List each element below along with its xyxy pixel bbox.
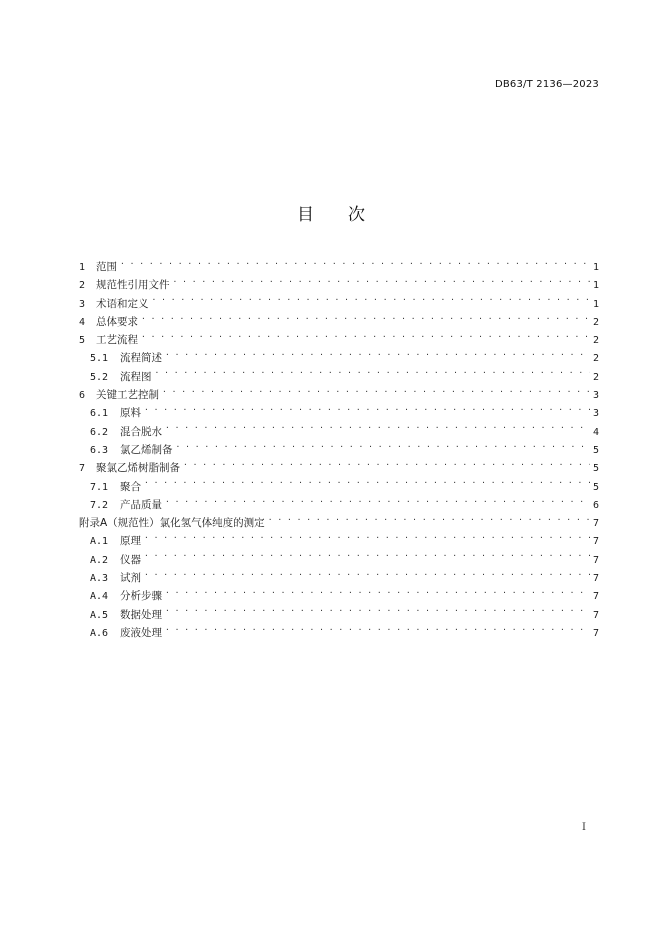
toc-entry-number: A.5 — [90, 609, 109, 621]
toc-entry-label: 数据处理 — [120, 608, 162, 621]
toc-dot-leader — [165, 425, 590, 435]
toc-dot-leader — [144, 480, 590, 490]
toc-entry-number: A.3 — [90, 573, 109, 585]
toc-entry-number: 7.2 — [90, 499, 109, 511]
toc-entry-label: 流程简述 — [120, 352, 162, 365]
toc-entry-page: 2 — [592, 335, 599, 347]
toc-dot-leader — [176, 443, 590, 453]
toc-entry-label: 产品质量 — [120, 498, 162, 511]
toc-entry-page: 5 — [592, 481, 599, 493]
toc-entry-number: 6.1 — [90, 408, 109, 420]
toc-dot-leader — [173, 278, 590, 288]
toc-entry-page: 2 — [592, 316, 599, 328]
toc-dot-leader — [165, 608, 590, 618]
toc-entry[interactable] — [79, 551, 599, 569]
toc-entry-label: 原理 — [120, 535, 141, 548]
toc-entry[interactable] — [79, 295, 599, 313]
toc-dot-leader — [144, 553, 590, 563]
toc-dot-leader — [155, 370, 590, 380]
toc-entry-number: 6.3 — [90, 444, 109, 456]
page-title: 目次 — [297, 205, 399, 225]
toc-dot-leader — [183, 461, 590, 471]
toc-entry-number: 6.2 — [90, 426, 109, 438]
toc-entry[interactable] — [79, 423, 599, 441]
toc-dot-leader — [120, 260, 590, 270]
toc-entry-page: 6 — [592, 499, 599, 511]
toc-entry-number: 7.1 — [90, 481, 109, 493]
toc-dot-leader — [165, 626, 590, 636]
toc-entry-number: 2 — [79, 280, 86, 292]
toc-dot-leader — [141, 333, 590, 343]
page-number: I — [582, 822, 586, 833]
toc-entry-label: 流程图 — [120, 370, 152, 383]
toc-entry-number: A.1 — [90, 536, 109, 548]
toc-entry-page: 3 — [592, 390, 599, 402]
toc-entry[interactable] — [79, 478, 599, 496]
toc-entry-page: 7 — [592, 554, 599, 566]
toc-entry[interactable] — [79, 587, 599, 605]
toc-entry[interactable] — [79, 276, 599, 294]
toc-dot-leader — [165, 498, 590, 508]
toc-entry-label: 原料 — [120, 407, 141, 420]
toc-entry-page: 2 — [592, 353, 599, 365]
toc-dot-leader — [144, 571, 590, 581]
toc-entry-number: 6 — [79, 390, 86, 402]
toc-dot-leader — [165, 589, 590, 599]
toc-entry-label: 废液处理 — [120, 626, 162, 639]
toc-dot-leader — [162, 388, 590, 398]
toc-entry[interactable] — [79, 368, 599, 386]
toc-entry-page: 5 — [592, 444, 599, 456]
toc-entry-number: A.2 — [90, 554, 109, 566]
toc-entry[interactable] — [79, 386, 599, 404]
toc-entry-label: 总体要求 — [96, 315, 138, 328]
toc-entry-label: 分析步骤 — [120, 590, 162, 603]
toc-entry-page: 7 — [592, 609, 599, 621]
toc-entry-page: 7 — [592, 536, 599, 548]
toc-entry-number: 1 — [79, 262, 86, 273]
toc-entry-number: 7 — [79, 463, 86, 475]
toc-entry[interactable] — [79, 606, 599, 624]
toc-entry[interactable] — [79, 441, 599, 459]
toc-entry-page: 5 — [592, 463, 599, 475]
toc-entry-number: 5.2 — [90, 371, 109, 383]
toc-entry-page: 2 — [592, 371, 599, 383]
toc-entry-label: 仪器 — [120, 553, 141, 566]
toc-entry-label: 聚合 — [120, 480, 141, 493]
toc-entry[interactable] — [79, 624, 599, 642]
toc-entry-label: 试剂 — [120, 572, 141, 585]
toc-entry-page: 3 — [592, 408, 599, 420]
toc-dot-leader — [144, 534, 590, 544]
toc-entry-label: 关键工艺控制 — [96, 389, 159, 402]
toc-entry-number: 5 — [79, 335, 86, 347]
toc-entry[interactable] — [79, 313, 599, 331]
toc-entry-page: 7 — [592, 591, 599, 603]
toc-entry-label: 氯乙烯制备 — [120, 443, 173, 456]
toc-dot-leader — [165, 351, 590, 361]
toc-entry-page: 7 — [592, 573, 599, 585]
toc-entry-label: 聚氯乙烯树脂制备 — [96, 462, 180, 475]
document-code: DB63/T 2136—2023 — [494, 79, 599, 90]
toc-entry[interactable] — [79, 331, 599, 349]
toc-entry-page: 7 — [592, 627, 599, 639]
toc-entry[interactable] — [79, 532, 599, 550]
toc-entry[interactable] — [79, 459, 599, 477]
toc-entry-page: 4 — [592, 426, 599, 438]
table-of-contents — [79, 258, 599, 642]
toc-entry[interactable] — [79, 496, 599, 514]
toc-entry[interactable] — [79, 514, 599, 532]
toc-entry[interactable] — [79, 569, 599, 587]
toc-entry-number: A.6 — [90, 627, 109, 639]
toc-dot-leader — [152, 297, 590, 307]
toc-dot-leader — [144, 406, 590, 416]
toc-entry[interactable] — [79, 404, 599, 422]
toc-entry-number: 4 — [79, 316, 86, 328]
toc-entry-label: 范围 — [96, 261, 117, 273]
toc-entry-label: 附录A（规范性）氯化氢气体纯度的测定 — [79, 517, 265, 530]
toc-entry-label: 术语和定义 — [96, 297, 149, 310]
toc-entry-label: 规范性引用文件 — [96, 279, 170, 292]
toc-entry-label: 工艺流程 — [96, 334, 138, 347]
toc-entry-page: 1 — [592, 262, 599, 273]
toc-entry[interactable] — [79, 349, 599, 367]
toc-entry-page: 1 — [592, 298, 599, 310]
toc-entry-number: 3 — [79, 298, 86, 310]
toc-entry[interactable] — [79, 258, 599, 276]
toc-entry-label: 混合脱水 — [120, 425, 162, 438]
toc-entry-page: 7 — [592, 518, 599, 530]
toc-entry-number: A.4 — [90, 591, 109, 603]
toc-dot-leader — [141, 315, 590, 325]
toc-entry-page: 1 — [592, 280, 599, 292]
toc-dot-leader — [268, 516, 590, 526]
toc-entry-number: 5.1 — [90, 353, 109, 365]
